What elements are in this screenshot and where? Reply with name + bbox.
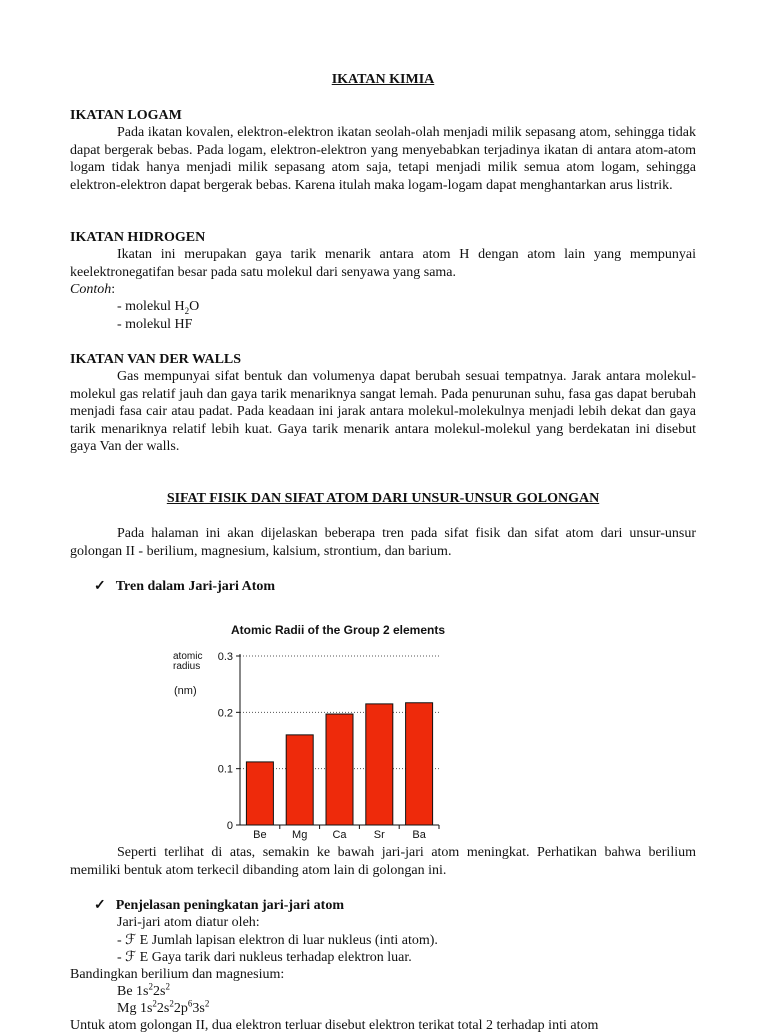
- example-item-h2o: - molekul $H_2O$: [117, 299, 200, 316]
- heading-ikatan-logam: IKATAN LOGAM: [70, 108, 182, 123]
- x-tick-label: Sr: [373, 829, 385, 841]
- checkmark-icon: ✓: [94, 579, 106, 594]
- heading-sifat-fisik: SIFAT FISIK DAN SIFAT ATOM DARI UNSUR-UNSUR GOLONGAN: [166, 491, 600, 506]
- line-gaya-tarik: - ℱ E Gaya tarik dari nukleus terhadap elektron luar.: [117, 950, 412, 965]
- x-tick-label: Ca: [332, 829, 347, 841]
- paragraph-sifat-intro: Pada halaman ini akan dijelaskan beberapa tren pada sifat fisik dan sifat atom dari unsur-unsur golongan II - berilium, magnesium, kalsium, strontium, dan barium.: [70, 526, 696, 559]
- paragraph-ikatan-logam: Pada ikatan kovalen, elektron-elektron ikatan seolah-olah menjadi milik sepasang atom, sehingga tidak dapat bergerak bebas. Pada logam, elektron-elektron yang menyebabkan terjadinya ikatan di antara atom-atom logam tidak hanya menjadi milik sepasang atom saja, tetapi menjadi milik semua atom logam, sehingga elektron-elektron dapat bergerak bebas. Karena itulah maka logam-logam dapat menghantarkan arus listrik.: [70, 125, 696, 193]
- y-axis-unit: (nm): [174, 685, 197, 697]
- line-bandingkan: Bandingkan berilium dan magnesium:: [70, 967, 285, 982]
- paragraph-after-chart: Seperti terlihat di atas, semakin ke bawah jari-jari atom meningkat. Perhatikan bahwa berilium memiliki bentuk atom terkecil dibanding atom lain di golongan ini.: [70, 845, 696, 878]
- contoh-label: Contoh:: [70, 282, 116, 297]
- checkmark-icon: ✓: [94, 898, 106, 913]
- bar-mg: [286, 735, 313, 825]
- y-tick-label: 0.1: [217, 763, 233, 776]
- x-tick-label: Mg: [292, 829, 308, 841]
- be-configuration: Be $1s^22s^2$: [117, 981, 170, 999]
- bullet-tren-jari-jari: ✓ Tren dalam Jari-jari Atom: [94, 579, 276, 594]
- bar-ca: [326, 714, 353, 825]
- y-axis-label-line: radius: [173, 661, 201, 672]
- paragraph-ikatan-hidrogen: Ikatan ini merupakan gaya tarik menarik antara atom H dengan atom lain yang mempunyai keelektronegatifan besar pada satu molekul dari senyawa yang sama.: [70, 247, 696, 280]
- heading-van-der-walls: IKATAN VAN DER WALLS: [70, 352, 242, 367]
- heading-ikatan-hidrogen: IKATAN HIDROGEN: [70, 230, 206, 245]
- x-tick-label: Ba: [412, 829, 426, 841]
- line-jari-jari-diatur: Jari-jari atom diatur oleh:: [117, 915, 260, 930]
- line-jumlah-lapisan: - ℱ E Jumlah lapisan elektron di luar nukleus (inti atom).: [117, 933, 438, 948]
- bar-sr: [366, 704, 393, 825]
- y-tick-label: 0: [226, 820, 233, 832]
- y-tick-label: 0.3: [217, 651, 233, 663]
- bar-be: [246, 762, 273, 825]
- line-cut-off: Untuk atom golongan II, dua elektron terluar disebut elektron terikat total 2 terhadap inti atom: [70, 1018, 599, 1033]
- example-item-hf: - molekul HF: [117, 317, 193, 332]
- y-tick-label: 0.2: [217, 707, 233, 720]
- y-axis-label-line: atomic: [173, 651, 203, 662]
- mg-configuration: Mg $1s^22s^22p^63s^2$: [117, 998, 210, 1016]
- bar-ba: [406, 703, 433, 825]
- paragraph-van-der-walls: Gas mempunyai sifat bentuk dan volumenya dapat berubah sesuai tempatnya. Jarak antara molekul-molekul gas relatif jauh dan gaya tarik menariknya sangat lemah. Pada penurunan suhu, fasa gas dapat berubah menjadi fasa cair atau padat. Pada keadaan ini jarak antara molekul-molekulnya menjadi lebih dekat dan gaya tarik menariknya relatif lebih kuat. Gaya tarik menarik antara molekul-molekul yang berdekatan ini disebut gaya Van der walls.: [70, 369, 696, 454]
- chart-title: Atomic Radii of the Group 2 elements: [230, 623, 446, 637]
- bullet-penjelasan: ✓ Penjelasan peningkatan jari-jari atom: [94, 898, 344, 913]
- x-tick-label: Be: [253, 829, 267, 841]
- page-title: IKATAN KIMIA: [331, 72, 435, 87]
